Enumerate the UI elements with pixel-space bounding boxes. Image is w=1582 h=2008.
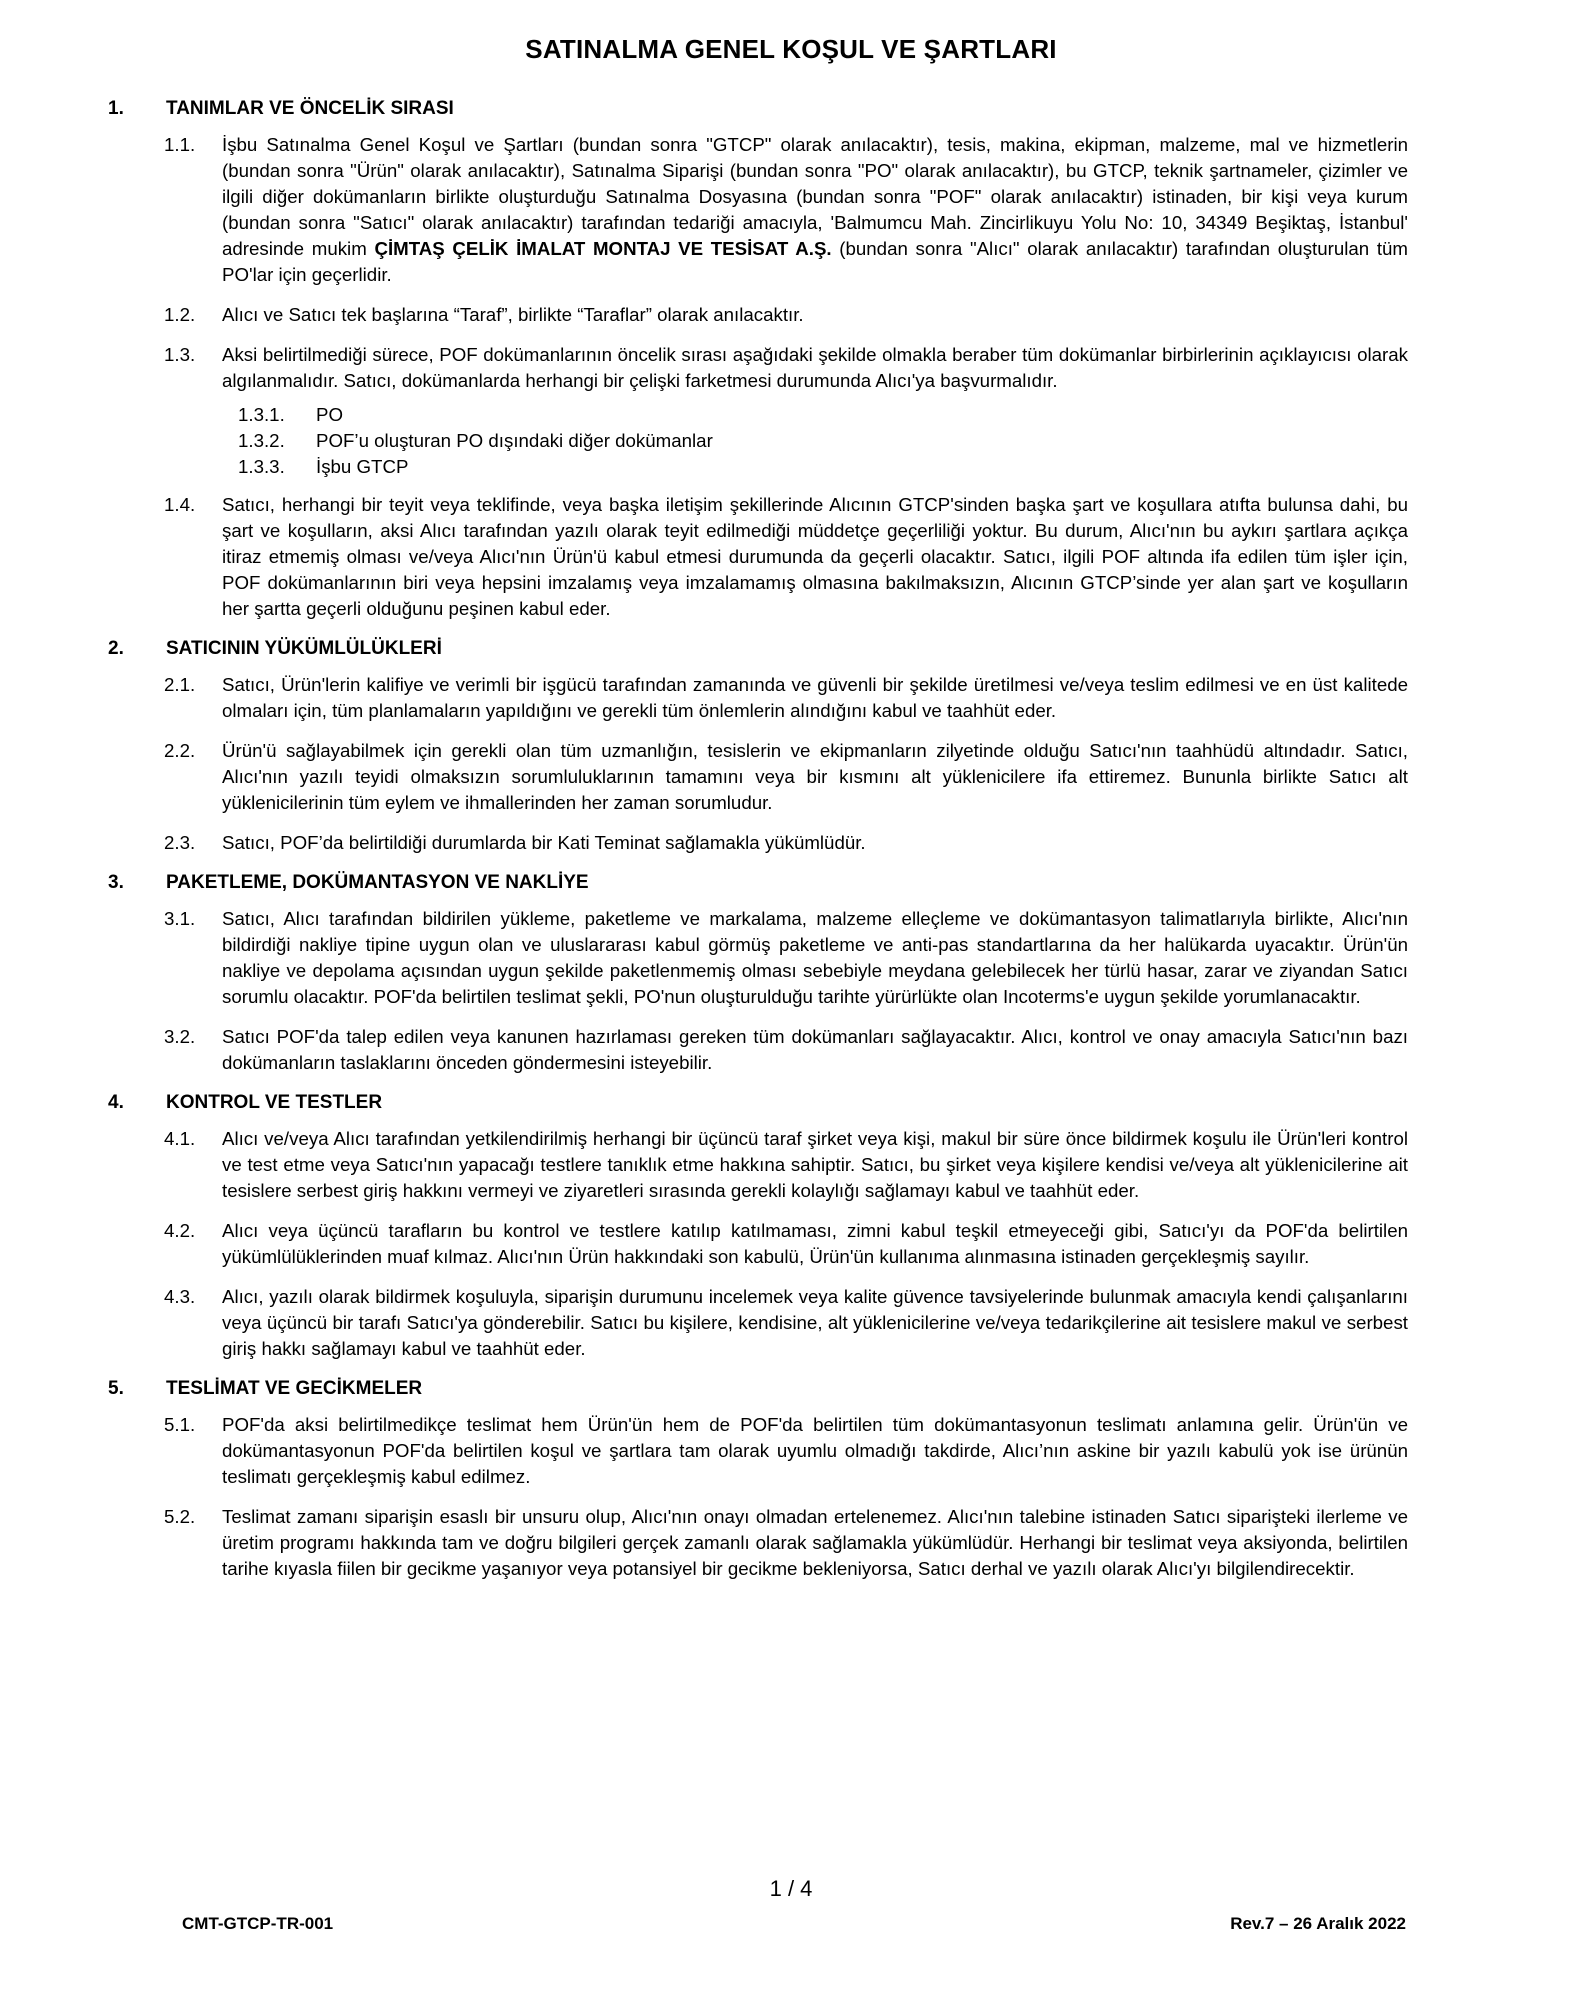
list-item-text: İşbu GTCP bbox=[316, 456, 409, 477]
clause-number: 2.1. bbox=[164, 674, 196, 695]
clause-2-1 bbox=[164, 672, 1408, 724]
document-code: CMT-GTCP-TR-001 bbox=[182, 1914, 334, 1933]
clause-text: Alıcı ve/veya Alıcı tarafından yetkilendirilmiş herhangi bir üçüncü taraf şirket veya kişi, makul bir süre önce bildirmek koşulu ile Ürün'leri kontrol ve test etme veya Satıcı'nın yapacağı testlere tanıklık etme hakkına sahiptir. Satıcı, bu şirket veya kişilere kendisi ve/veya alt yüklenicilerine ait tesislere serbest giriş hakkını vermeyi ve ziyaretleri sırasında gerekli kolaylığı sağlamayı kabul ve taahhüt eder. bbox=[222, 1128, 1408, 1201]
clause-2-2 bbox=[164, 738, 1408, 816]
section-1 bbox=[108, 96, 1408, 622]
list-item-number: 1.3.2. bbox=[238, 430, 285, 451]
section-number: 2. bbox=[108, 638, 124, 659]
clause-text: Aksi belirtilmediği sürece, POF dokümanlarının öncelik sırası aşağıdaki şekilde olmakla beraber tüm dokümanlar birbirlerinin açıklayıcısı olarak algılanmalıdır. Satıcı, dokümanlarda herhangi bir çelişki farketmesi durumunda Alıcı'ya başvurmalıdır. bbox=[222, 344, 1408, 391]
clause-number: 4.3. bbox=[164, 1286, 196, 1307]
page-number: 1 / 4 bbox=[769, 1876, 813, 1901]
clause-number: 4.2. bbox=[164, 1220, 196, 1241]
clause-1-4 bbox=[164, 492, 1408, 622]
document-title: SATINALMA GENEL KOŞUL VE ŞARTLARI bbox=[525, 34, 1057, 64]
clause-3-2 bbox=[164, 1024, 1408, 1076]
section-number: 1. bbox=[108, 98, 124, 119]
clause-text: Satıcı, POF’da belirtildiği durumlarda bir Kati Teminat sağlamakla yükümlüdür. bbox=[222, 832, 866, 853]
clause-number: 5.2. bbox=[164, 1506, 196, 1527]
section-5 bbox=[108, 1376, 1408, 1582]
section-title: KONTROL VE TESTLER bbox=[166, 1092, 383, 1113]
list-item-number: 1.3.3. bbox=[238, 456, 285, 477]
section-title: PAKETLEME, DOKÜMANTASYON VE NAKLİYE bbox=[166, 872, 589, 893]
section-heading bbox=[108, 1376, 1408, 1402]
list-item bbox=[238, 402, 1408, 428]
clause-4-1 bbox=[164, 1126, 1408, 1204]
list-item-text: POF’u oluşturan PO dışındaki diğer dokümanlar bbox=[316, 430, 713, 451]
clause-number: 2.2. bbox=[164, 740, 196, 761]
document-body bbox=[108, 96, 1408, 1596]
clause-text: Alıcı ve Satıcı tek başlarına “Taraf”, birlikte “Taraflar” olarak anılacaktır. bbox=[222, 304, 804, 325]
clause-text-part: İşbu Satınalma Genel Koşul ve Şartları (bundan sonra "GTCP" olarak anılacaktır), tesis, makina, ekipman, malzeme, mal ve hizmetlerin (bundan sonra "Ürün" olarak anılacaktır), Satınalma Siparişi (bundan sonra "PO" olarak anılacaktır), bu GTCP, teknik şartnameler, çizimler ve ilgili diğer dokümanların birlikte oluşturduğu Satınalma Dosyasına (bundan sonra "POF" olarak anılacaktır) istinaden, bir kişi veya kurum (bundan sonra "Satıcı" olarak anılacaktır) tarafından tedariği amacıyla, 'Balmumcu Mah. Zincirlikuyu Yolu No: 10, 34349 Beşiktaş, İstanbul' adresinde mukim bbox=[222, 134, 1408, 259]
clause-number: 1.2. bbox=[164, 304, 196, 325]
section-number: 4. bbox=[108, 1092, 124, 1113]
list-item bbox=[238, 428, 1408, 454]
clause-2-3 bbox=[164, 830, 1408, 856]
section-heading bbox=[108, 96, 1408, 122]
clause-1-1 bbox=[164, 132, 1408, 288]
list-item-number: 1.3.1. bbox=[238, 404, 285, 425]
company-name: ÇİMTAŞ ÇELİK İMALAT MONTAJ VE TESİSAT A.Ş. bbox=[374, 238, 832, 259]
clause-text: Satıcı, Ürün'lerin kalifiye ve verimli bir işgücü tarafından zamanında ve güvenli bir şekilde üretilmesi ve/veya teslim edilmesi ve en üst kalitede olmaları için, tüm planlamaların yapıldığını ve gerekli tüm önlemlerin alındığını kabul ve taahhüt eder. bbox=[222, 674, 1408, 721]
section-4 bbox=[108, 1090, 1408, 1362]
section-heading bbox=[108, 870, 1408, 896]
clause-1-2 bbox=[164, 302, 1408, 328]
clause-number: 1.3. bbox=[164, 344, 196, 365]
list-item bbox=[238, 454, 1408, 480]
clause-3-1 bbox=[164, 906, 1408, 1010]
section-title: TESLİMAT VE GECİKMELER bbox=[166, 1378, 423, 1399]
clause-text: Satıcı, Alıcı tarafından bildirilen yükleme, paketleme ve markalama, malzeme elleçleme ve dokümantasyon talimatlarıyla birlikte, Alıcı'nın bildirdiği nakliye tipine uygun olan ve uluslararası kabul görmüş paketleme ve anti-pas standartlarına da her halükarda uyacaktır. Ürün'ün nakliye ve depolama açısından uygun şekilde paketlenmemiş olması sebebiyle meydana gelebilecek her türlü hasar, zarar ve ziyandan Satıcı sorumlu olacaktır. POF'da belirtilen teslimat şekli, PO'nun oluşturulduğu tarihte yürürlükte olan Incoterms'e uygun şekilde yorumlanacaktır. bbox=[222, 908, 1408, 1007]
clause-5-1 bbox=[164, 1412, 1408, 1490]
clause-number: 5.1. bbox=[164, 1414, 196, 1435]
clause-number: 2.3. bbox=[164, 832, 196, 853]
clause-number: 3.1. bbox=[164, 908, 196, 929]
clause-text: Alıcı veya üçüncü tarafların bu kontrol ve testlere katılıp katılmaması, zimni kabul teşkil etmeyeceği gibi, Satıcı'yı da POF'da belirtilen yükümlülüklerinden muaf kılmaz. Alıcı'nın Ürün hakkındaki son kabulü, Ürün'ün kullanıma alınmasına istinaden gerçekleşmiş sayılır. bbox=[222, 1220, 1408, 1267]
clause-text-part: (bundan sonra "Alıcı" olarak anılacaktır) tarafından oluşturulan tüm PO'lar için geçerlidir. bbox=[222, 238, 1408, 285]
section-title: SATICININ YÜKÜMLÜLÜKLERİ bbox=[166, 638, 442, 659]
clause-number: 1.4. bbox=[164, 494, 196, 515]
section-number: 5. bbox=[108, 1378, 124, 1399]
clause-text bbox=[222, 132, 1408, 288]
clause-text: Ürün'ü sağlayabilmek için gerekli olan tüm uzmanlığın, tesislerin ve ekipmanların zilyetinde olduğu Satıcı'nın taahhüdü altındadır. Satıcı, Alıcı'nın yazılı teyidi olmaksızın sorumluluklarının tamamını veya bir kısmını alt yüklenicilere ifa ettiremez. Bununla birlikte Satıcı alt yüklenicilerinin tüm eylem ve ihmallerinden her zaman sorumludur. bbox=[222, 740, 1408, 813]
clause-1-3 bbox=[164, 342, 1408, 394]
clause-number: 3.2. bbox=[164, 1026, 196, 1047]
section-number: 3. bbox=[108, 872, 124, 893]
section-2 bbox=[108, 636, 1408, 856]
clause-text: POF'da aksi belirtilmedikçe teslimat hem Ürün'ün hem de POF'da belirtilen tüm dokümantasyonun teslimatı anlamına gelir. Ürün'ün ve dokümantasyonun POF'da belirtilen koşul ve şartlara tam olarak uyumlu olmadığı takdirde, Alıcı’nın askine bir yazılı kabulü yok ise ürünün teslimatı gerçekleşmiş kabul edilmez. bbox=[222, 1414, 1408, 1487]
list-item-text: PO bbox=[316, 404, 344, 425]
clause-text: Satıcı POF'da talep edilen veya kanunen hazırlaması gereken tüm dokümanları sağlayacaktır. Alıcı, kontrol ve onay amacıyla Satıcı'nın bazı dokümanların taslaklarını önceden göndermesini isteyebilir. bbox=[222, 1026, 1408, 1073]
clause-number: 1.1. bbox=[164, 134, 196, 155]
section-heading bbox=[108, 1090, 1408, 1116]
clause-number: 4.1. bbox=[164, 1128, 196, 1149]
section-title: TANIMLAR VE ÖNCELİK SIRASI bbox=[166, 98, 454, 119]
clause-text: Teslimat zamanı siparişin esaslı bir unsuru olup, Alıcı'nın onayı olmadan ertelenemez. Alıcı'nın talebine istinaden Satıcı siparişteki ilerleme ve üretim programı hakkında tam ve doğru bilgileri gerçek zamanlı olarak sağlamakla yükümlüdür. Herhangi bir teslimat veya aksiyonda, belirtilen tarihe kıyasla fiilen bir gecikme yaşanıyor veya potansiyel bir gecikme bekleniyorsa, Satıcı derhal ve yazılı olarak Alıcı'yı bilgilendirecektir. bbox=[222, 1506, 1408, 1579]
priority-list bbox=[238, 402, 1408, 480]
clause-text: Alıcı, yazılı olarak bildirmek koşuluyla, siparişin durumunu incelemek veya kalite güvence tavsiyelerinde bulunmak amacıyla kendi çalışanlarını veya üçüncü bir tarafı Satıcı'ya gönderebilir. Satıcı bu kişilere, kendisine, alt yüklenicilerine ve/veya tedarikçilerine ait tesislere makul ve serbest giriş hakkı sağlamayı kabul ve taahhüt eder. bbox=[222, 1286, 1408, 1359]
clause-4-3 bbox=[164, 1284, 1408, 1362]
clause-5-2 bbox=[164, 1504, 1408, 1582]
section-3 bbox=[108, 870, 1408, 1076]
section-heading bbox=[108, 636, 1408, 662]
clause-4-2 bbox=[164, 1218, 1408, 1270]
clause-text: Satıcı, herhangi bir teyit veya teklifinde, veya başka iletişim şekillerinde Alıcının GTCP'sinden başka şart ve koşullara atıfta bulunsa dahi, bu şart ve koşulların, aksi Alıcı tarafından yazılı olarak teyit edilmediği müddetçe geçerliliği yoktur. Bu durum, Alıcı'nın bu aykırı şartlara açıkça itiraz etmemiş olması ve/veya Alıcı'nın Ürün'ü kabul etmesi durumunda da geçerli olacaktır. Satıcı, ilgili POF altında ifa edilen tüm işler için, POF dokümanlarının biri veya hepsini imzalamış veya imzalamamış olmasına bakılmaksızın, Alıcının GTCP’sinde yer alan şart ve koşulların her şartta geçerli olduğunu peşinen kabul eder. bbox=[222, 494, 1408, 619]
revision-date: Rev.7 – 26 Aralık 2022 bbox=[1230, 1914, 1406, 1933]
